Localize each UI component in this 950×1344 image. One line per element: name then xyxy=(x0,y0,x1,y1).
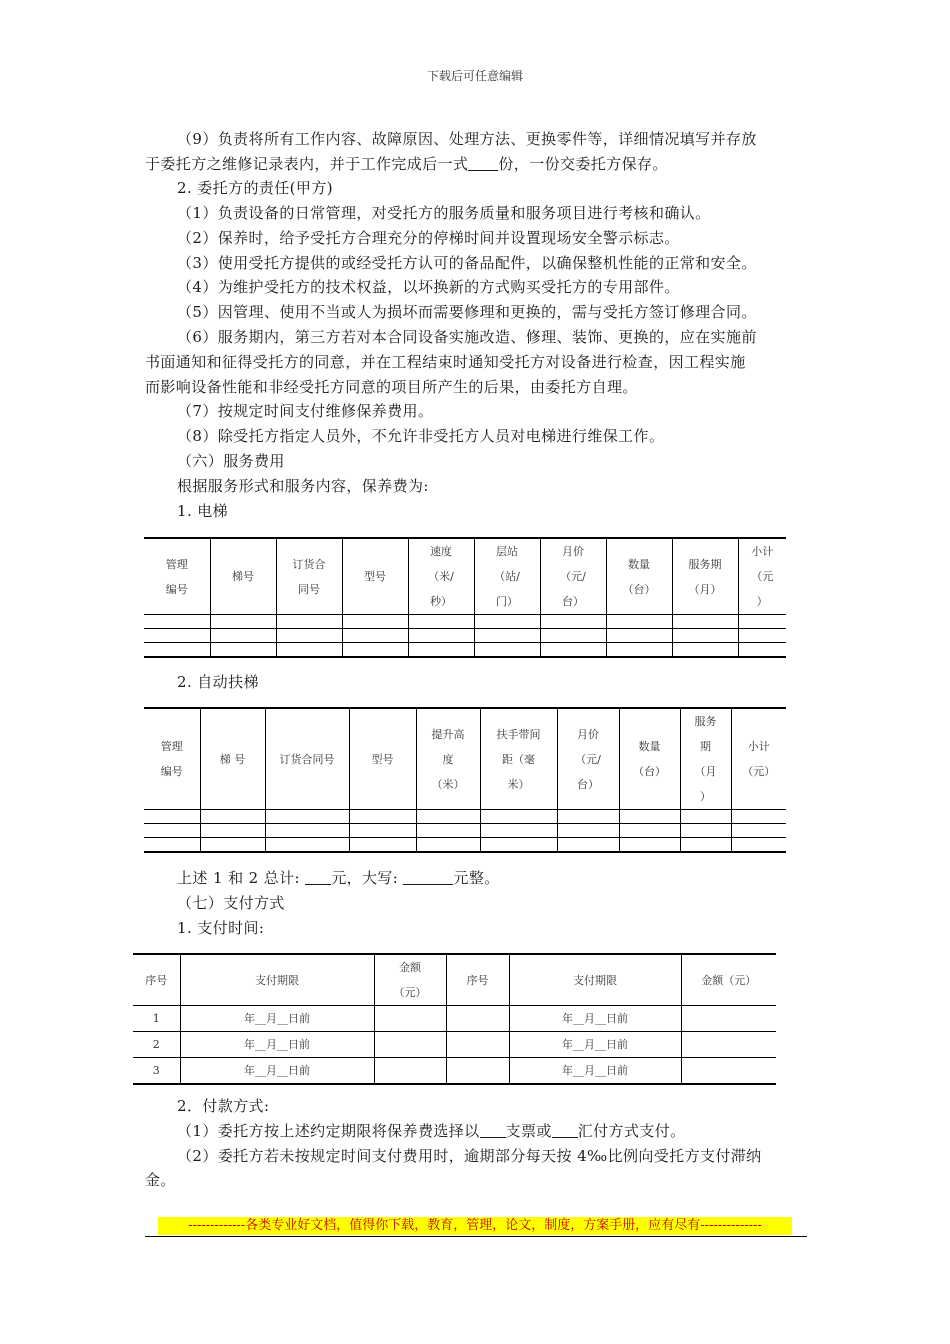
table-cell: 年__月__日前 xyxy=(180,1058,374,1085)
table-cell xyxy=(144,643,210,658)
elevator-title: 1. 电梯 xyxy=(177,502,229,520)
table-cell xyxy=(606,643,672,658)
table-cell: 3 xyxy=(133,1058,180,1085)
pay-method-1-c: 汇付方式支付。 xyxy=(577,1122,686,1140)
table-cell xyxy=(474,643,540,658)
copies-blank xyxy=(468,155,498,171)
pay-method-title: 2．付款方式: xyxy=(177,1097,270,1115)
escalator-header-subtotal: 小计 （元） xyxy=(731,708,786,810)
table-cell xyxy=(265,824,349,838)
table-cell xyxy=(416,824,480,838)
payment-header-amount-2: 金额（元） xyxy=(681,954,776,1006)
footer-rule xyxy=(145,1236,807,1237)
escalator-header-model: 型号 xyxy=(349,708,416,810)
table-cell xyxy=(680,838,731,853)
table-cell xyxy=(619,824,680,838)
table-cell xyxy=(342,615,408,629)
table-cell xyxy=(540,643,606,658)
elevator-table xyxy=(144,537,786,658)
table-cell xyxy=(480,838,557,853)
para-6-line-3: 而影响设备性能和非经受托方同意的项目所产生的后果，由委托方自理。 xyxy=(145,378,638,396)
payment-header-deadline-1: 支付期限 xyxy=(180,954,374,1006)
elevator-header-subtotal: 小计 （元 ） xyxy=(738,538,786,615)
table-row xyxy=(144,615,786,629)
table-cell xyxy=(619,810,680,824)
pay-method-1-b: 支票或 xyxy=(505,1122,552,1140)
table-cell xyxy=(374,1058,446,1085)
page-header: 下载后可任意编辑 xyxy=(426,69,523,83)
escalator-header-service-period: 服务 期 （月 ） xyxy=(680,708,731,810)
table-cell xyxy=(557,824,619,838)
payment-header-seq-1: 序号 xyxy=(133,954,180,1006)
table-cell: 1 xyxy=(133,1006,180,1032)
table-cell xyxy=(619,838,680,853)
table-cell xyxy=(210,629,276,643)
pay-method-1 xyxy=(177,1119,810,1143)
para-5: （5）因管理、使用不当或人为损坏而需要修理和更换的，需与受托方签订修理合同。 xyxy=(177,303,757,321)
section-7-title: （七）支付方式 xyxy=(177,894,285,912)
table-cell xyxy=(416,810,480,824)
payment-table xyxy=(133,953,776,1085)
elevator-header-speed: 速度 （米/ 秒） xyxy=(408,538,474,615)
table-cell xyxy=(738,643,786,658)
elevator-header-model: 型号 xyxy=(342,538,408,615)
para-1: （1）负责设备的日常管理，对受托方的服务质量和服务项目进行考核和确认。 xyxy=(177,204,711,222)
table-cell xyxy=(731,824,786,838)
escalator-header-unit-no: 梯 号 xyxy=(200,708,265,810)
transfer-blank xyxy=(552,1122,578,1138)
total-amount-blank xyxy=(305,869,331,885)
elevator-table-header-row xyxy=(144,538,786,615)
elevator-header-contract-no: 订货合 同号 xyxy=(276,538,342,615)
table-row xyxy=(133,1032,776,1058)
table-cell xyxy=(408,615,474,629)
table-cell xyxy=(672,629,738,643)
footer-banner: -------------各类专业好文档，值得你下载，教育，管理，论文，制度，方案手册，应有尽有-------------- xyxy=(158,1217,792,1235)
payment-table-header-row xyxy=(133,954,776,1006)
table-row xyxy=(133,1006,776,1032)
para-6-line-1: （6）服务期内，第三方若对本合同设备实施改造、修理、装饰、更换的，应在实施前 xyxy=(177,328,757,346)
table-cell xyxy=(200,810,265,824)
table-cell xyxy=(672,615,738,629)
table-cell xyxy=(731,838,786,853)
table-cell xyxy=(680,824,731,838)
table-cell xyxy=(680,810,731,824)
para-6-line-2: 书面通知和征得受托方的同意，并在工程结束时通知受托方对设备进行检查，因工程实施 xyxy=(145,353,746,371)
table-cell xyxy=(731,810,786,824)
total-capital-blank xyxy=(403,869,453,885)
elevator-header-service-period: 服务期 （月） xyxy=(672,538,738,615)
payment-header-seq-2: 序号 xyxy=(446,954,509,1006)
table-cell xyxy=(342,643,408,658)
para-9-line-1: （9）负责将所有工作内容、故障原因、处理方法、更换零件等，详细情况填写并存放 xyxy=(177,130,757,148)
table-cell xyxy=(342,629,408,643)
table-cell xyxy=(276,643,342,658)
table-cell xyxy=(606,615,672,629)
para-2: （2）保养时，给予受托方合理充分的停梯时间并设置现场安全警示标志。 xyxy=(177,229,680,247)
table-cell xyxy=(349,824,416,838)
escalator-header-rise: 提升高 度 （米） xyxy=(416,708,480,810)
elevator-header-mgmt-no: 管理 编号 xyxy=(144,538,210,615)
table-cell xyxy=(446,1032,509,1058)
table-cell xyxy=(210,615,276,629)
table-cell xyxy=(374,1032,446,1058)
table-cell: 年__月__日前 xyxy=(509,1032,681,1058)
table-cell xyxy=(200,838,265,853)
payment-table-body xyxy=(133,954,776,1084)
escalator-header-contract-no: 订货合同号 xyxy=(265,708,349,810)
table-cell xyxy=(681,1058,776,1085)
escalator-table-header-row xyxy=(144,708,786,810)
table-cell xyxy=(540,629,606,643)
table-row xyxy=(144,838,786,853)
elevator-header-unit-no: 梯号 xyxy=(210,538,276,615)
para-7: （7）按规定时间支付维修保养费用。 xyxy=(177,402,434,420)
elevator-header-monthly-price: 月价 （元/ 台） xyxy=(540,538,606,615)
pay-method-1-a: （1）委托方按上述约定期限将保养费选择以 xyxy=(177,1122,480,1140)
table-cell xyxy=(276,629,342,643)
table-cell xyxy=(480,810,557,824)
table-cell xyxy=(606,629,672,643)
total-label: 上述 1 和 2 总计: xyxy=(177,869,306,887)
table-cell: 年__月__日前 xyxy=(180,1032,374,1058)
payment-header-amount-1: 金额 （元） xyxy=(374,954,446,1006)
table-row xyxy=(133,1058,776,1085)
table-cell xyxy=(474,615,540,629)
table-cell xyxy=(416,838,480,853)
table-cell xyxy=(349,810,416,824)
para-4: （4）为维护受托方的技术权益，以坏换新的方式购买受托方的专用部件。 xyxy=(177,278,680,296)
table-cell xyxy=(408,629,474,643)
table-cell xyxy=(480,824,557,838)
table-cell xyxy=(738,629,786,643)
escalator-header-monthly-price: 月价 （元/ 台） xyxy=(557,708,619,810)
para-9-line-2-b: 份，一份交委托方保存。 xyxy=(498,155,668,173)
table-cell xyxy=(446,1058,509,1085)
table-cell xyxy=(408,643,474,658)
table-row xyxy=(144,824,786,838)
escalator-header-mgmt-no: 管理 编号 xyxy=(144,708,200,810)
pay-method-2-line-2: 金。 xyxy=(145,1171,176,1189)
table-cell xyxy=(349,838,416,853)
table-cell xyxy=(265,810,349,824)
table-cell xyxy=(144,810,200,824)
table-cell xyxy=(557,810,619,824)
escalator-title: 2. 自动扶梯 xyxy=(177,673,259,691)
total-end: 元整。 xyxy=(453,869,500,887)
table-cell xyxy=(474,629,540,643)
para-9-line-2-a: 于委托方之维修记录表内，并于工作完成后一式 xyxy=(145,155,469,173)
table-cell: 年__月__日前 xyxy=(180,1006,374,1032)
fee-intro: 根据服务形式和服务内容，保养费为: xyxy=(177,477,429,495)
table-cell xyxy=(540,615,606,629)
elevator-table-body xyxy=(144,538,786,657)
cheque-blank xyxy=(480,1122,506,1138)
escalator-header-quantity: 数量 （台） xyxy=(619,708,680,810)
elevator-header-quantity: 数量 （台） xyxy=(606,538,672,615)
payment-header-deadline-2: 支付期限 xyxy=(509,954,681,1006)
total-capital-label: 元，大写: xyxy=(331,869,404,887)
escalator-header-handrail: 扶手带间 距（毫 米） xyxy=(480,708,557,810)
table-row xyxy=(144,643,786,658)
table-cell xyxy=(210,643,276,658)
table-cell xyxy=(144,615,210,629)
table-cell xyxy=(672,643,738,658)
pay-method-2-line-1: （2）委托方若未按规定时间支付费用时，逾期部分每天按 4‰比例向受托方支付滞纳 xyxy=(177,1147,762,1165)
table-cell xyxy=(681,1006,776,1032)
table-cell: 年__月__日前 xyxy=(509,1006,681,1032)
table-cell xyxy=(557,838,619,853)
table-cell xyxy=(144,629,210,643)
table-cell xyxy=(374,1006,446,1032)
para-9-line-2 xyxy=(145,152,810,176)
section-6-title: （六）服务费用 xyxy=(177,452,285,470)
table-cell: 年__月__日前 xyxy=(509,1058,681,1085)
section-2-title: 2. 委托方的责任(甲方) xyxy=(177,179,333,197)
table-cell xyxy=(200,824,265,838)
table-cell xyxy=(681,1032,776,1058)
table-cell xyxy=(446,1006,509,1032)
table-row xyxy=(144,629,786,643)
pay-time-title: 1. 支付时间: xyxy=(177,919,265,937)
elevator-header-floors: 层站 （站/ 门） xyxy=(474,538,540,615)
para-8: （8）除受托方指定人员外，不允许非受托方人员对电梯进行维保工作。 xyxy=(177,427,665,445)
table-cell xyxy=(276,615,342,629)
table-cell xyxy=(265,838,349,853)
table-cell: 2 xyxy=(133,1032,180,1058)
table-row xyxy=(144,810,786,824)
para-3: （3）使用受托方提供的或经受托方认可的备品配件，以确保整机性能的正常和安全。 xyxy=(177,254,757,272)
total-line xyxy=(177,866,810,890)
table-cell xyxy=(144,824,200,838)
table-cell xyxy=(144,838,200,853)
escalator-table xyxy=(144,707,786,853)
table-cell xyxy=(738,615,786,629)
escalator-table-body xyxy=(144,708,786,852)
